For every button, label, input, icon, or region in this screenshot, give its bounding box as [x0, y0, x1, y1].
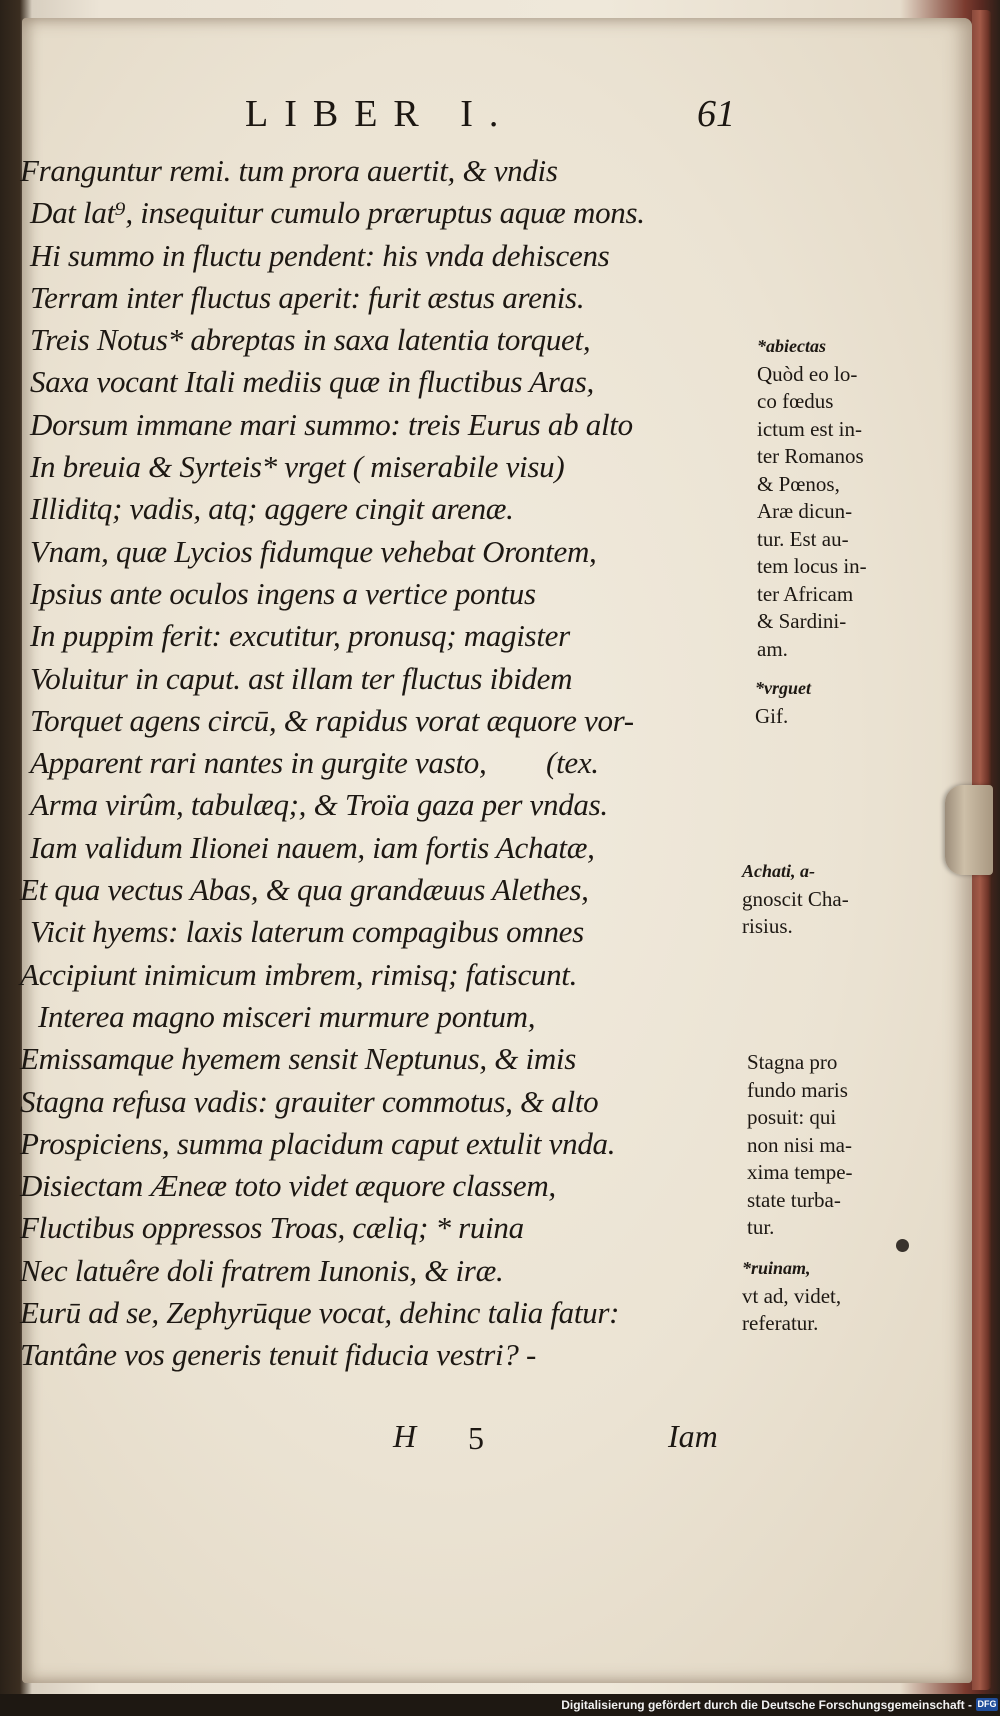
verse-line: Stagna refusa vadis: grauiter commotus, & alto	[20, 1083, 599, 1119]
margin-note-line: Aræ dicun-	[757, 499, 853, 523]
margin-note-line: posuit: qui	[747, 1105, 837, 1129]
margin-note-line: xima tempe-	[747, 1160, 853, 1184]
margin-note-label: *abiectas	[757, 336, 826, 356]
margin-note-line: referatur.	[742, 1311, 819, 1335]
margin-note-label: Achati, a-	[742, 861, 816, 881]
verse-text	[20, 150, 740, 1377]
page-tab	[945, 785, 993, 875]
margin-note-line: Gif.	[755, 703, 789, 728]
margin-note-line: am.	[757, 636, 788, 661]
verse-line: Apparent rari nantes in gurgite vasto, (tex.	[30, 745, 599, 781]
margin-note-line: vt ad, videt,	[742, 1283, 842, 1308]
verse-line: Interea magno misceri murmure pontum,	[38, 998, 536, 1034]
verse-line: Ipsius ante oculos ingens a vertice pontus	[30, 575, 536, 611]
verse-line: Illiditq; vadis, atq; aggere cingit arenæ.	[30, 491, 514, 527]
verse-line: Dorsum immane mari summo: treis Eurus ab alto	[30, 406, 633, 442]
verse-line: Saxa vocant Itali mediis quæ in fluctibus Aras,	[30, 364, 594, 400]
margin-note-line: non nisi ma-	[747, 1132, 852, 1157]
margin-note-line: co fœdus	[757, 389, 834, 413]
margin-note-line: tur.	[747, 1215, 775, 1239]
verse-line: Treis Notus* abreptas in saxa latentia torquet,	[30, 322, 591, 358]
margin-note-achati	[742, 858, 912, 941]
verse-line: Arma virûm, tabulæq;, & Troïa gaza per vndas.	[30, 787, 608, 823]
margin-note-line: fundo maris	[747, 1077, 848, 1102]
verse-line: Iam validum Ilionei nauem, iam fortis Achatæ,	[30, 829, 595, 865]
page-header	[0, 92, 1000, 142]
ink-spot	[896, 1239, 909, 1252]
verse-line: Terram inter fluctus aperit: furit æstus arenis.	[30, 279, 585, 315]
margin-note-label: *vrguet	[755, 678, 811, 698]
margin-note-line: risius.	[742, 914, 793, 938]
margin-note-line: Quòd eo lo-	[757, 361, 858, 386]
verse-line: Vicit hyems: laxis laterum compagibus omnes	[30, 914, 584, 950]
margin-note-line: ter Africam	[757, 581, 854, 606]
verse-line: Emissamque hyemem sensit Neptunus, & imis	[20, 1041, 576, 1077]
verse-line: Franguntur remi. tum prora auertit, & vndis	[20, 153, 558, 188]
margin-note-abiectas	[757, 333, 927, 663]
margin-note-line: & Sardini-	[757, 609, 847, 633]
verse-line: Fluctibus oppressos Troas, cæliq; * ruina	[20, 1210, 524, 1246]
margin-note-label: *ruinam,	[742, 1258, 811, 1278]
page-footer-catchwords	[0, 1418, 1000, 1468]
margin-note-line: tem locus in-	[757, 554, 867, 578]
verse-line: Disiectam Æneæ toto videt æquore classem,	[20, 1168, 556, 1204]
signature-letter: H	[393, 1418, 417, 1454]
signature-number: 5	[468, 1420, 484, 1456]
verse-line: Accipiunt inimicum imbrem, rimisq; fatiscunt.	[20, 956, 578, 992]
verse-line: Tantâne vos generis tenuit fiducia vestri? -	[20, 1337, 537, 1373]
verse-line: Torquet agens circū, & rapidus vorat æquore vor-	[30, 702, 634, 738]
folio-number: 61	[697, 93, 735, 135]
verse-line: In puppim ferit: excutitur, pronusq; magister	[30, 618, 570, 654]
margin-note-line: ictum est in-	[757, 416, 862, 441]
verse-line: Hi summo in fluctu pendent: his vnda dehiscens	[30, 237, 610, 273]
verse-line: Et qua vectus Abas, & qua grandæuus Alethes,	[20, 872, 589, 908]
margin-note-line: Stagna pro	[747, 1050, 838, 1074]
verse-line: In breuia & Syrteis* vrget ( miserabile visu)	[30, 449, 565, 485]
margin-note-line: gnoscit Cha-	[742, 886, 849, 911]
margin-note-line: ter Romanos	[757, 444, 864, 468]
margin-note-ruinam	[742, 1255, 912, 1338]
catchword: Iam	[668, 1418, 718, 1454]
verse-line: Prospiciens, summa placidum caput extulit vnda.	[20, 1125, 616, 1161]
dfg-logo: DFG	[977, 1699, 997, 1709]
verse-line: Vnam, quæ Lycios fidumque vehebat Orontem,	[30, 533, 597, 569]
verse-line: Nec latuêre doli fratrem Iunonis, & iræ.	[20, 1252, 504, 1288]
verse-line: Eurū ad se, Zephyrūque vocat, dehinc talia fatur:	[20, 1295, 620, 1331]
margin-note-line: tur. Est au-	[757, 526, 849, 551]
margin-note-stagna	[747, 1049, 917, 1242]
margin-note-line: state turba-	[747, 1187, 841, 1212]
margin-note-vrguet	[755, 675, 925, 730]
margin-note-line: & Pœnos,	[757, 471, 840, 496]
running-head: LIBER I.	[245, 93, 515, 135]
verse-line: Dat lat⁹, insequitur cumulo præruptus aquæ mons.	[30, 195, 645, 231]
digitization-credit: Digitalisierung gefördert durch die Deutsche Forschungsgemeinschaft -	[561, 1698, 972, 1712]
verse-line: Voluitur in caput. ast illam ter fluctus ibidem	[30, 660, 573, 696]
